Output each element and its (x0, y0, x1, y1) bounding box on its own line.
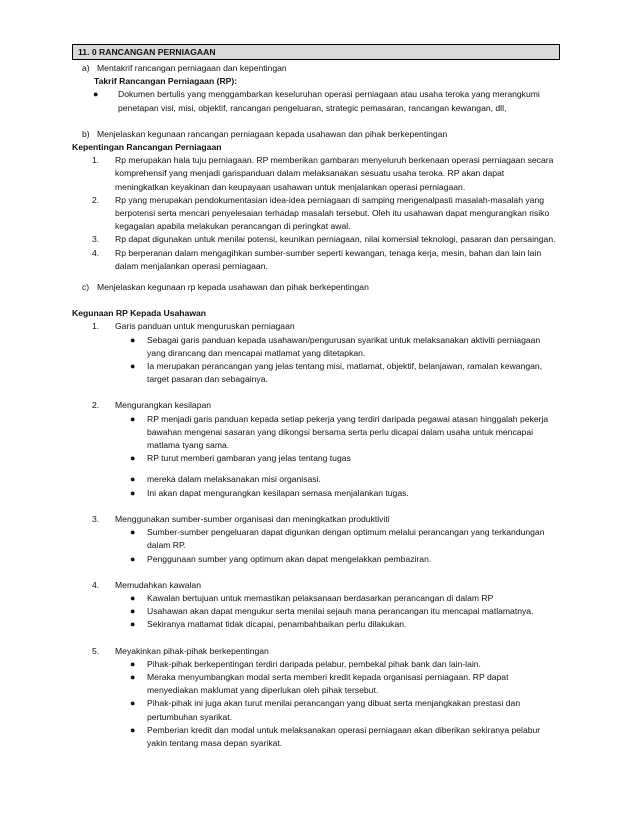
bullet-dot-icon: ● (130, 592, 136, 603)
bullet-dot-icon: ● (93, 89, 99, 100)
kegunaan-item-text: Memudahkan kawalan (115, 579, 201, 590)
kegunaan-bullet-text: Pemberian kredit dan modal untuk melaksanakan operasi perniagaan akan diberikan sekiranya pelabur yakin tentang masa depan syarikat. (147, 724, 541, 748)
kegunaan-bullet-text: Pihak-pihak ini juga akan turut menilai perancangan yang dibuat serta menjangkakan prestasi dan pertumbuhan syarikat. (147, 698, 521, 722)
kegunaan-bullet (72, 592, 560, 605)
kegunaan-heading: Kegunaan RP Kepada Usahawan (72, 308, 207, 319)
kegunaan-bullet-text: Pihak-pihak berkepentingan terdiri daripada pelabur, pembekal pihak bank dan lain-lain. (147, 658, 481, 669)
kepentingan-item (72, 233, 560, 246)
kegunaan-bullet (72, 526, 560, 552)
kegunaan-item (72, 513, 560, 526)
item-a-text: Mentakrif rancangan perniagaan dan kepentingan (97, 63, 287, 73)
kegunaan-bullet-text: Sumber-sumber pengeluaran dapat digunkan dengan optimum melalui perancangan yang terkandungan dalam RP. (147, 527, 545, 551)
kegunaan-item (72, 579, 560, 592)
kegunaan-bullet-text: Ini akan dapat mengurangkan kesilapan semasa menjalankan tugas. (147, 487, 409, 498)
kepentingan-item-num: 1. (92, 155, 100, 166)
kegunaan-item-num: 2. (92, 400, 100, 411)
item-b-text: Menjelaskan kegunaan rancangan perniagaan kepada usahawan dan pihak berkepentingan (97, 128, 448, 139)
kepentingan-item-num: 2. (92, 194, 100, 205)
kegunaan-bullet-text: RP turut memberi gambaran yang jelas tentang tugas (147, 453, 351, 464)
kegunaan-item-num: 5. (92, 645, 100, 656)
bullet-dot-icon: ● (130, 698, 136, 709)
kegunaan-bullet (72, 658, 560, 671)
item-b-label: b) (82, 128, 90, 139)
item-c-label: c) (82, 282, 90, 293)
bullet-dot-icon: ● (130, 474, 136, 485)
kepentingan-item-text: Rp yang merupakan pendokumentasian idea-idea perniagaan di samping mengenalpasti masalah-masalah yang berpotensi serta mencari penyelesaian terhadap masalah tersebut. Oleh itu usahawan dapat mengurangkan risiko kegagalan apabila melakukan perancangan di peringkat awal. (115, 194, 550, 232)
kegunaan-item-num: 4. (92, 579, 100, 590)
kepentingan-item-text: Rp merupakan hala tuju perniagaan. RP memberikan gambaran menyeluruh berkenaan operasi perniagaan secara komprehensif yang menjadi garispanduan dalam melaksanakan sesuatu usaha teroka. RP akan dapat meningkatkan keyakinan dan keupayaan usahawan untuk menjalankan operasi perniagaan. (115, 155, 554, 192)
kegunaan-bullet (72, 413, 560, 453)
kegunaan-bullet-text: RP menjadi garis panduan kepada setiap pekerja yang terdiri daripada pegawai atasan hinggalah pekerja bawahan mengenai sasaran yang dikongsi bersama serta perlu dicapai dalam usaha untuk mencapai matlama tyang sama. (147, 413, 549, 451)
kegunaan-bullet (72, 360, 560, 386)
kegunaan-bullet (72, 452, 560, 465)
kegunaan-bullet (72, 724, 560, 750)
document-content (72, 44, 560, 750)
kegunaan-bullet-text: Sekiranya matlamat tidak dicapai, penambahbaikan perlu dilakukan. (147, 619, 407, 630)
kegunaan-item-text: Mengurangkan kesilapan (115, 400, 212, 411)
kepentingan-item (72, 247, 560, 273)
kepentingan-item-text: Rp berperanan dalam mengagihkan sumber-sumber seperti kewangan, tenaga kerja, mesin, bahan dan lain lain dalam menjalankan operasi perniagaan. (115, 247, 542, 271)
kepentingan-item-num: 3. (92, 234, 100, 245)
bullet-dot-icon: ● (130, 606, 136, 617)
kegunaan-bullet (72, 671, 560, 697)
section-title: 11. 0 RANCANGAN PERNIAGAAN (72, 44, 560, 60)
kegunaan-item (72, 645, 560, 658)
kegunaan-bullet-text: Usahawan akan dapat mengukur serta menilai sejauh mana perancangan itu mencapai matlamatnya. (147, 606, 534, 617)
bullet-dot-icon: ● (130, 527, 136, 538)
takrif-bullet-text: Dokumen bertulis yang menggambarkan keseluruhan operasi perniagaan atau usaha teroka yang merangkumi penetapan visi, misi, objektif, rancangan pengeluaran, strategic pemasaran, rancangan kewangan, dll, (118, 89, 540, 113)
kegunaan-bullet (72, 605, 560, 618)
kegunaan-bullet (72, 473, 560, 486)
bullet-dot-icon: ● (130, 671, 136, 682)
kepentingan-item-num: 4. (92, 247, 100, 258)
kegunaan-item-num: 3. (92, 513, 100, 524)
item-a-label: a) (82, 63, 90, 73)
takrif-heading: Takrif Rancangan Perniagaan (RP): (94, 76, 238, 87)
kegunaan-item (72, 399, 560, 412)
bullet-dot-icon: ● (130, 724, 136, 735)
kegunaan-bullet (72, 487, 560, 500)
bullet-dot-icon: ● (130, 553, 136, 564)
item-c (72, 281, 560, 294)
kegunaan-bullet-text: Meraka menyumbangkan modal serta memberi kredit kepada organisasi perniagaan. RP dapat menyediakan maklumat yang diperlukan oleh pihak tersebut. (147, 671, 509, 696)
kegunaan-item-text: Garis panduan untuk menguruskan perniagaan (115, 321, 295, 332)
kepentingan-heading: Kepentingan Rancangan Perniagaan (72, 142, 222, 153)
bullet-dot-icon: ● (130, 453, 136, 464)
item-c-text: Menjelaskan kegunaan rp kepada usahawan dan pihak berkepentingan (97, 282, 369, 293)
bullet-dot-icon: ● (130, 361, 136, 372)
kegunaan-item-text: Meyakinkan pihak-pihak berkepentingan (115, 645, 269, 656)
item-a (72, 62, 560, 75)
kegunaan-item-num: 1. (92, 321, 100, 332)
kegunaan-bullet-text: Sebagai garis panduan kepada usahawan/pengurusan syarikat untuk melaksanakan aktiviti perniagaan yang dirancang dan mencapai matlamat yang ditetapkan. (147, 334, 541, 358)
kegunaan-item (72, 320, 560, 333)
takrif-bullet (72, 88, 560, 114)
kegunaan-bullet-text: mereka dalam melaksanakan misi organisasi. (147, 474, 321, 485)
kegunaan-bullet (72, 618, 560, 631)
kegunaan-bullet-text: Penggunaan sumber yang optimum akan dapat mengelakkan pembaziran. (147, 553, 432, 564)
kepentingan-item (72, 194, 560, 234)
kegunaan-bullet (72, 697, 560, 723)
bullet-dot-icon: ● (130, 619, 136, 630)
kegunaan-bullet (72, 334, 560, 360)
bullet-dot-icon: ● (130, 334, 136, 345)
kepentingan-item (72, 154, 560, 194)
bullet-dot-icon: ● (130, 487, 136, 498)
bullet-dot-icon: ● (130, 413, 136, 424)
kegunaan-bullet-text: Ia merupakan perancangan yang jelas tentang misi, matlamat, objektif, belanjawan, ramalan kewangan, target pasaran dan sebagainya. (147, 361, 543, 385)
kegunaan-bullet-text: Kawalan bertujuan untuk memastikan pelaksanaan berdasarkan perancangan di dalam RP (147, 592, 494, 603)
kegunaan-item-text: Menggunakan sumber-sumber organisasi dan meningkatkan produktiviti (115, 513, 390, 524)
kegunaan-bullet (72, 553, 560, 566)
item-b (72, 128, 560, 141)
bullet-dot-icon: ● (130, 658, 136, 669)
kepentingan-item-text: Rp dapat digunakan untuk menilai potensi, keunikan perniagaan, nilai komersial teknologi, pasaran dan persaingan. (115, 234, 556, 245)
